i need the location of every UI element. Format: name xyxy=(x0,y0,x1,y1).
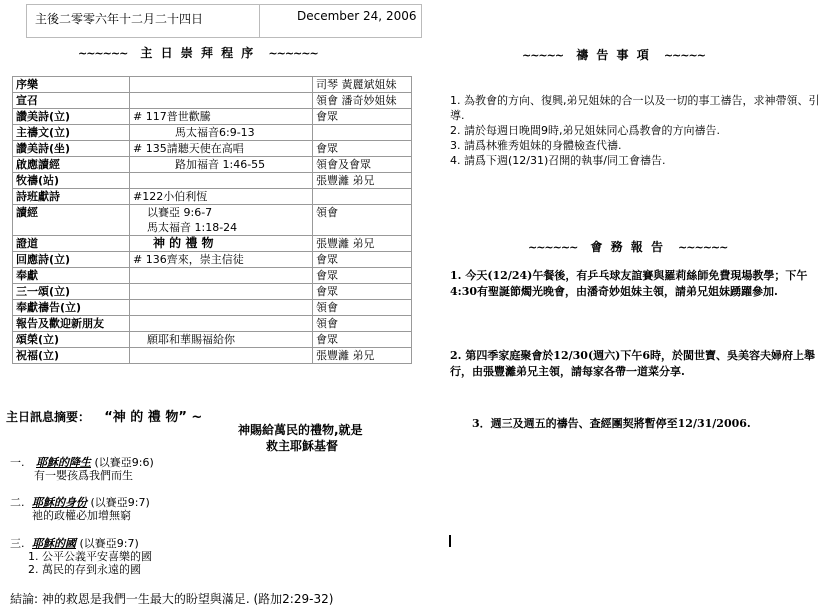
list-item: 1. 為教會的方向、復興,弟兄姐妹的合一以及一切的事工禱告，求神帶領、引導. xyxy=(450,94,820,122)
order-content xyxy=(130,284,313,300)
table-row xyxy=(13,332,412,348)
table-row xyxy=(13,189,412,205)
order-person: 領會 xyxy=(313,316,412,332)
order-content-line: 願耶和華賜福給你 xyxy=(147,333,235,346)
order-item: 三一頌(立) xyxy=(13,284,130,300)
order-content-line: 馬太福音6:9-13 xyxy=(175,126,255,139)
date-english: December 24, 2006 xyxy=(297,9,417,23)
order-person: 會眾 xyxy=(313,268,412,284)
sermon-label: 主日訊息摘要： xyxy=(6,410,91,424)
order-content xyxy=(130,348,313,364)
order-content xyxy=(130,236,313,252)
order-item: 報告及歡迎新朋友 xyxy=(13,316,130,332)
sermon-point-3 xyxy=(10,537,152,576)
order-content-line: 路加福音 1:46-55 xyxy=(175,158,266,171)
sermon-subtitle-line: 救主耶穌基督 xyxy=(266,439,339,453)
table-row xyxy=(13,316,412,332)
point-line: 1. 公平公義平安喜樂的國 xyxy=(28,550,152,563)
ornament-right-icon: ~~~~~~ xyxy=(678,241,728,254)
order-person xyxy=(313,189,412,205)
list-item: 2. 請於每週日晚間9時,弟兄姐妹同心爲教會的方向禱告. xyxy=(450,124,720,137)
text-cursor xyxy=(449,535,451,547)
table-row xyxy=(13,93,412,109)
order-item: 主禱文(立) xyxy=(13,125,130,141)
table-row xyxy=(13,284,412,300)
prayer-title: 禱 告 事 項 xyxy=(576,48,651,62)
order-item: 序樂 xyxy=(13,77,130,93)
order-item: 奉獻 xyxy=(13,268,130,284)
point-title: 耶穌的國 xyxy=(32,537,76,550)
sermon-point-2 xyxy=(10,496,150,522)
order-content xyxy=(130,141,313,157)
order-person xyxy=(313,125,412,141)
date-chinese: 主後二零零六年十二月二十四日 xyxy=(35,12,204,26)
table-row xyxy=(13,268,412,284)
order-content xyxy=(130,268,313,284)
news-heading xyxy=(528,236,727,255)
order-title: 主 日 崇 拜 程 序 xyxy=(140,46,256,60)
order-person: 會眾 xyxy=(313,284,412,300)
order-person: 會眾 xyxy=(313,109,412,125)
sermon-header xyxy=(6,406,202,425)
order-person: 會眾 xyxy=(313,332,412,348)
order-item: 祝福(立) xyxy=(13,348,130,364)
order-content-line: 以賽亞 9:6-7 xyxy=(147,206,213,219)
order-item: 詩班獻詩 xyxy=(13,189,130,205)
order-item: 宣召 xyxy=(13,93,130,109)
order-content-line: # 135請聽天使在高唱 xyxy=(133,142,244,155)
order-content xyxy=(130,109,313,125)
point-title: 耶穌的降生 xyxy=(36,456,91,469)
order-content xyxy=(130,252,313,268)
order-item: 牧禱(站) xyxy=(13,173,130,189)
sermon-point-1 xyxy=(10,456,154,482)
point-ref: (以賽亞9:6) xyxy=(94,456,154,469)
table-row xyxy=(13,125,412,141)
point-number: 一. xyxy=(10,456,25,469)
order-item: 證道 xyxy=(13,236,130,252)
order-person: 領會 xyxy=(313,205,412,236)
order-item: 讚美詩(坐) xyxy=(13,141,130,157)
order-content xyxy=(130,125,313,141)
order-content xyxy=(130,157,313,173)
sermon-conclusion: 結論: 神的救恩是我們一生最大的盼望與滿足. (路加2:29-32) xyxy=(10,592,334,606)
ornament-left-icon: ~~~~~ xyxy=(522,49,564,62)
order-person: 領會 潘奇妙姐妹 xyxy=(313,93,412,109)
ornament-left-icon: ~~~~~~ xyxy=(528,241,578,254)
point-line: 有一嬰孩爲我們而生 xyxy=(34,469,133,482)
order-content-line: 神 的 禮 物 xyxy=(153,236,214,250)
date-box xyxy=(26,4,422,38)
order-content-line: # 136齊來，崇主信徒 xyxy=(133,253,244,266)
order-item: 啟應讀經 xyxy=(13,157,130,173)
order-item: 回應詩(立) xyxy=(13,252,130,268)
news-item-3: 3．週三及週五的禱告、查經團契將暫停至12/31/2006. xyxy=(472,417,751,430)
table-row xyxy=(13,236,412,252)
table-row xyxy=(13,300,412,316)
table-row xyxy=(13,205,412,236)
table-row xyxy=(13,348,412,364)
news-title: 會 務 報 告 xyxy=(590,240,665,254)
order-person: 會眾 xyxy=(313,141,412,157)
order-person: 領會 xyxy=(313,300,412,316)
order-person: 領會及會眾 xyxy=(313,157,412,173)
table-row xyxy=(13,157,412,173)
table-row xyxy=(13,252,412,268)
order-heading xyxy=(78,42,318,61)
order-content xyxy=(130,316,313,332)
date-divider xyxy=(259,5,260,37)
order-content xyxy=(130,77,313,93)
table-row xyxy=(13,77,412,93)
order-content xyxy=(130,189,313,205)
order-content xyxy=(130,173,313,189)
sermon-title: “神 的 禮 物” ~ xyxy=(104,410,203,425)
table-row xyxy=(13,109,412,125)
order-person: 司琴 黃麗斌姐妹 xyxy=(313,77,412,93)
prayer-heading xyxy=(522,44,705,63)
ornament-right-icon: ~~~~~ xyxy=(663,49,705,62)
list-item: 3. 請爲林雅秀姐妹的身體檢查代禱. xyxy=(450,139,622,152)
sermon-subtitle-line: 神賜給萬民的禮物,就是 xyxy=(238,423,363,437)
order-content-line: 馬太福音 1:18-24 xyxy=(147,221,238,234)
point-ref: (以賽亞9:7) xyxy=(79,537,139,550)
order-person: 張豐灕 弟兄 xyxy=(313,348,412,364)
point-line: 2. 萬民的存到永遠的國 xyxy=(28,563,141,576)
order-content-line: #122小伯利恆 xyxy=(133,190,208,203)
order-person: 張豐灕 弟兄 xyxy=(313,173,412,189)
table-row xyxy=(13,173,412,189)
table-row xyxy=(13,141,412,157)
point-title: 耶穌的身份 xyxy=(32,496,87,509)
ornament-right-icon: ~~~~~~ xyxy=(268,47,318,60)
point-number: 三. xyxy=(10,537,25,550)
order-content xyxy=(130,332,313,348)
prayer-list xyxy=(450,93,830,168)
point-number: 二. xyxy=(10,496,25,509)
point-line: 祂的政權必加增無窮 xyxy=(32,509,131,522)
order-item: 讚美詩(立) xyxy=(13,109,130,125)
order-person: 張豐灕 弟兄 xyxy=(313,236,412,252)
order-content-line: # 117普世歡騰 xyxy=(133,110,211,123)
order-content xyxy=(130,300,313,316)
worship-order-table xyxy=(12,76,412,364)
news-item-2: 2. 第四季家庭聚會於12/30(週六)下午6時，於閩世寶、吳美容夫婦府上舉行，由張豐灕弟兄主領，請每家各帶一道菜分享. xyxy=(450,349,816,378)
order-item: 奉獻禱告(立) xyxy=(13,300,130,316)
ornament-left-icon: ~~~~~~ xyxy=(78,47,128,60)
order-person: 會眾 xyxy=(313,252,412,268)
list-item: 4. 請爲下週(12/31)召開的執事/同工會禱告. xyxy=(450,154,666,167)
news-item-1: 1. 今天(12/24)午餐後，有乒乓球友誼賽與羅莉絲師免費現場教學；下午4:30有聖誕節燭光晚會，由潘奇妙姐妹主領，請弟兄姐妹踴躍參加. xyxy=(450,269,808,298)
order-item: 頌榮(立) xyxy=(13,332,130,348)
order-content xyxy=(130,205,313,236)
order-item: 讀經 xyxy=(13,205,130,236)
order-content xyxy=(130,93,313,109)
sermon-subtitle xyxy=(238,422,363,454)
point-ref: (以賽亞9:7) xyxy=(90,496,150,509)
